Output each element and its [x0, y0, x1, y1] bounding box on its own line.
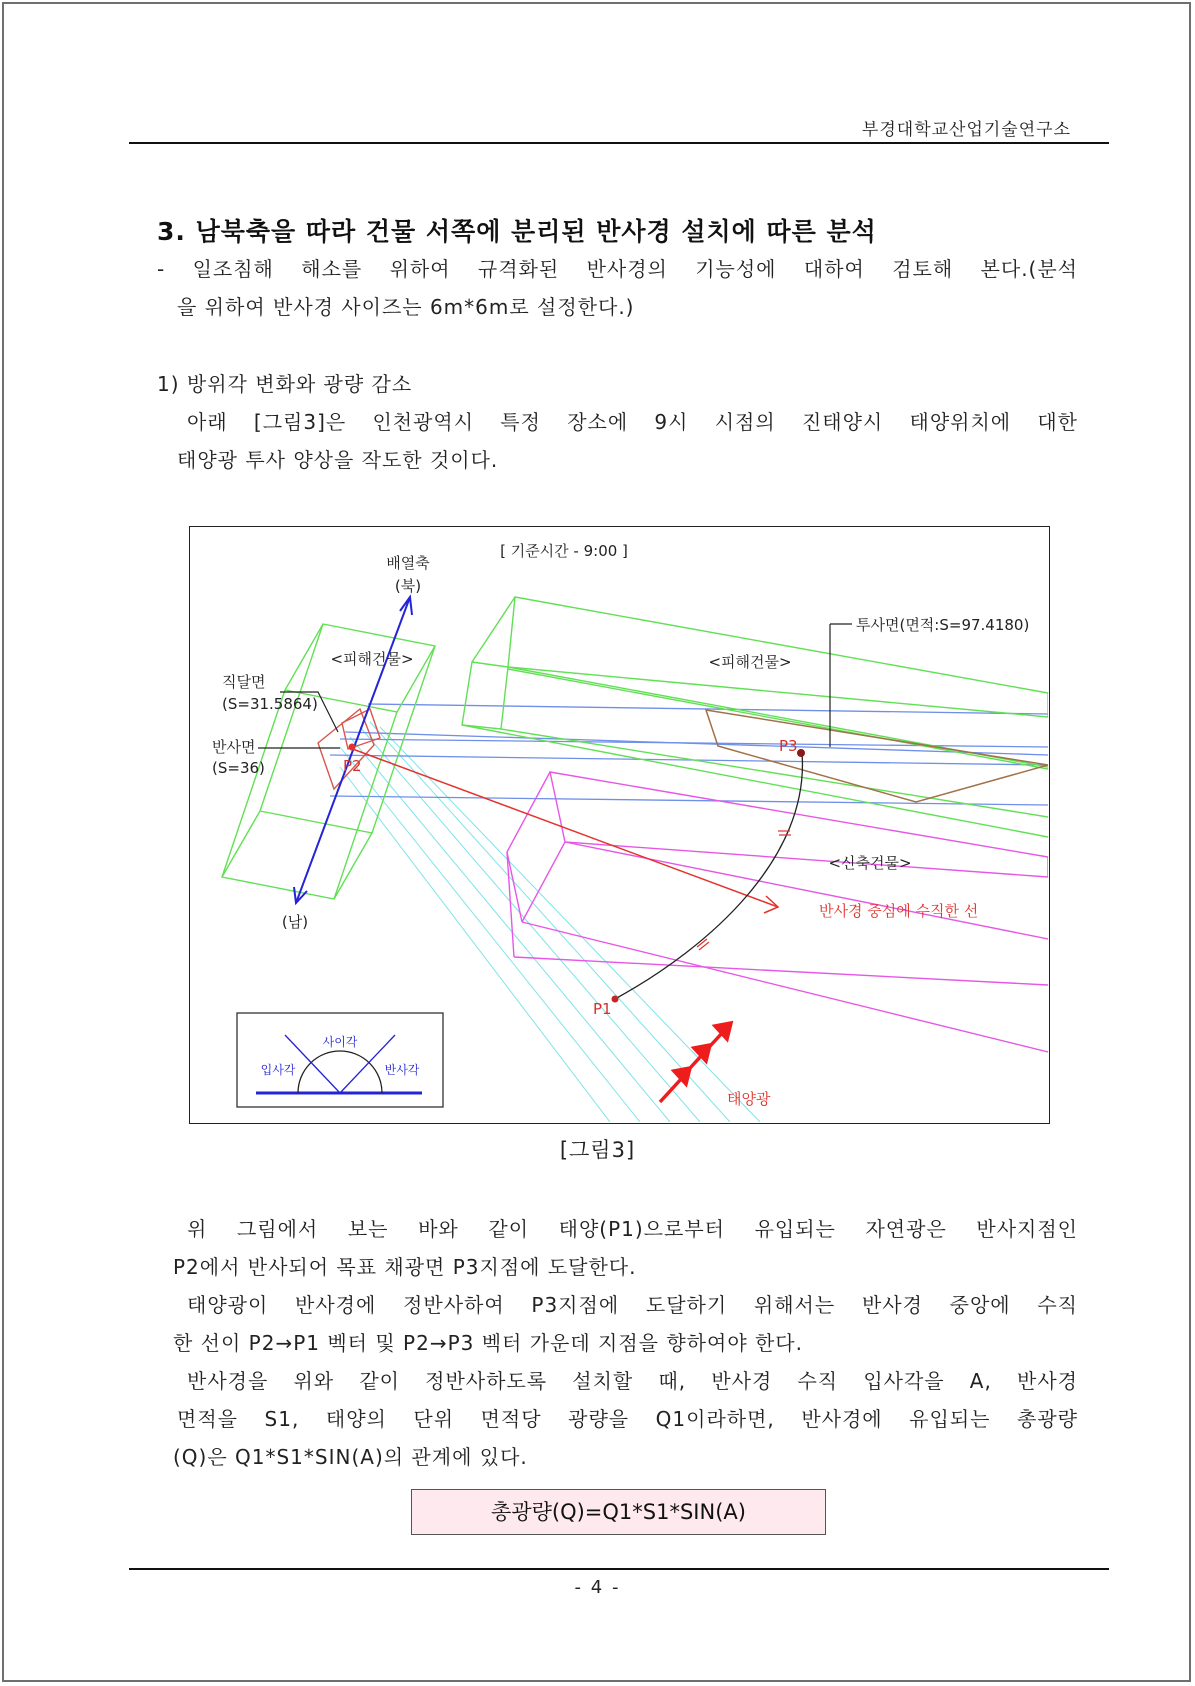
- figure-caption: [그림3]: [559, 1138, 636, 1162]
- body-p3-line-2: 면적을 S1, 태양의 단위 면적당 광량을 Q1이라하면, 반사경에 유입되는 총광량: [177, 1407, 1078, 1431]
- intro-line-2: 을 위하여 반사경 사이즈는 6m*6m로 설정한다.): [177, 295, 635, 319]
- body-p2-line-2: 한 선이 P2→P1 벡터 및 P2→P3 벡터 가운데 지점을 향하여야 한다.: [173, 1331, 803, 1355]
- p2-label: P2: [343, 757, 362, 775]
- body-p3-line-3: (Q)은 Q1*S1*SIN(A)의 관계에 있다.: [173, 1445, 528, 1469]
- leader-lines: [258, 624, 852, 748]
- body-p1-line-1: 위 그림에서 보는 바와 같이 태양(P1)으로부터 유입되는 자연광은 반사지점인: [187, 1217, 1078, 1241]
- footer-rule: [129, 1568, 1109, 1570]
- damaged-building-right-label: <피해건물>: [708, 653, 792, 671]
- damaged-building-left-label: <피해건물>: [330, 650, 414, 668]
- mirror: [318, 709, 380, 789]
- angle-inset: [237, 1013, 443, 1107]
- intro-line-1: - 일조침해 해소를 위하여 규격화된 반사경의 기능성에 대하여 검토해 본다.(분석: [157, 257, 1078, 281]
- header-rule: [129, 142, 1109, 144]
- body-p2-line-1: 태양광이 반사경에 정반사하여 P3지점에 도달하기 위해서는 반사경 중앙에 수직: [187, 1293, 1078, 1317]
- new-building-label: <신축건물>: [828, 854, 912, 872]
- inset-between-angle: 사이각: [322, 1035, 358, 1049]
- subsection-title: 1) 방위각 변화와 광량 감소: [157, 372, 413, 396]
- projection-plane: [706, 710, 1048, 802]
- arc-p1-p3: [615, 753, 802, 999]
- reflect-surface-label: 반사면: [212, 738, 256, 756]
- projection-surface-label: 투사면(면적:S=97.4180): [856, 616, 1030, 634]
- section-title: 3. 남북축을 따라 건물 서쪽에 분리된 반사경 설치에 따른 분석: [157, 217, 877, 246]
- subsection-line-1: 아래 [그림3]은 인천광역시 특정 장소에 9시 시점의 진태양시 태양위치에 대한: [187, 410, 1078, 434]
- sunlight-arrows: [660, 1023, 731, 1102]
- projection-lines: [330, 704, 1048, 805]
- perpendicular-line-label: 반사경 중심에 수직한 선: [819, 902, 979, 920]
- body-p1-line-2: P2에서 반사되어 목표 채광면 P3지점에 도달한다.: [173, 1255, 637, 1279]
- north-label: (북): [394, 577, 422, 595]
- body-p3-line-1: 반사경을 위와 같이 정반사하도록 설치할 때, 반사경 수직 입사각을 A, 반사경: [187, 1369, 1078, 1393]
- figure-diagram: [189, 526, 1050, 1124]
- inset-incidence-angle: 입사각: [260, 1063, 296, 1077]
- time-label: [ 기준시간 - 9:00 ]: [500, 542, 628, 560]
- point-p2: [349, 744, 356, 751]
- point-p3: [797, 749, 805, 757]
- south-label: (남): [281, 913, 309, 931]
- total-light-formula: 총광량(Q)=Q1*S1*SIN(A): [411, 1489, 826, 1535]
- subsection-line-2: 태양광 투사 양상을 작도한 것이다.: [177, 448, 499, 472]
- reflect-surface-area: (S=36): [212, 759, 265, 777]
- sunlight-label: 태양광: [727, 1090, 771, 1108]
- p3-label: P3: [779, 737, 798, 755]
- inset-reflection-angle: 반사각: [384, 1063, 420, 1077]
- page-number: - 4 -: [574, 1577, 621, 1598]
- p1-label: P1: [593, 1000, 612, 1018]
- point-p1: [612, 996, 619, 1003]
- direct-surface-area: (S=31.5864): [222, 695, 318, 713]
- header-organization: 부경대학교산업기술연구소: [861, 120, 1071, 140]
- axis-label-top: 배열축: [386, 554, 430, 572]
- direct-surface-label: 직달면: [222, 673, 266, 691]
